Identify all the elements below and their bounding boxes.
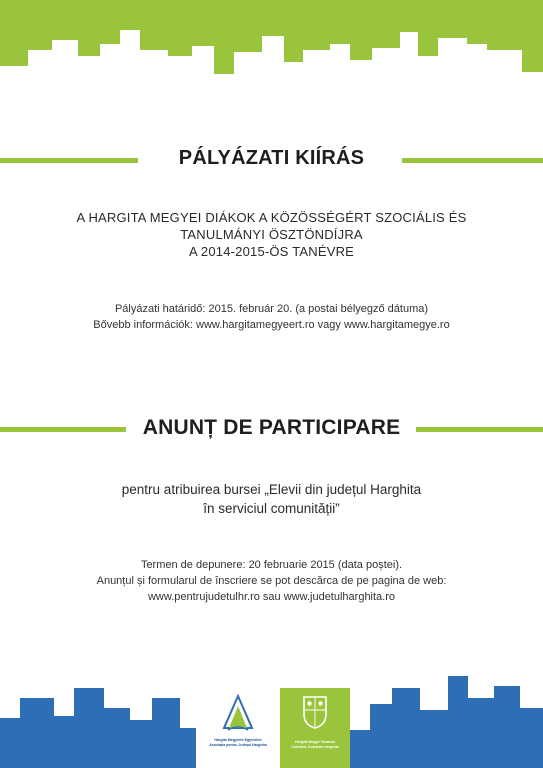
romanian-subtitle xyxy=(0,480,543,518)
association-caption-ro: Asociația pentru Județul Harghita xyxy=(209,742,267,747)
county-council-caption-ro: Consiliul Județean Harghita xyxy=(291,744,339,749)
logo-panel xyxy=(196,688,350,768)
romanian-websites: www.pentrujudetulhr.ro sau www.judetulharghita.ro xyxy=(147,591,396,603)
top-skyline-decoration xyxy=(0,0,543,80)
hungarian-subtitle-line-1: A HARGITA MEGYEI DIÁKOK A KÖZÖSSÉGÉRT SZOCIÁLIS ÉS xyxy=(76,210,467,225)
romanian-deadline: Termen de depunere: 20 februarie 2015 (data poștei). xyxy=(140,559,403,571)
association-caption xyxy=(196,738,280,747)
hungarian-info xyxy=(0,301,543,333)
county-council-caption-hu: Hargita Megye Tanácsa xyxy=(295,740,335,744)
county-council-logo xyxy=(280,688,350,768)
hungarian-subtitle-line-3: A 2014-2015-ÖS TANÉVRE xyxy=(188,244,355,259)
association-caption-hu: Hargita Megyéért Egyesület xyxy=(214,738,262,742)
hungarian-heading xyxy=(0,145,543,175)
romanian-title: ANUNȚ DE PARTICIPARE xyxy=(142,416,401,439)
romanian-download-note: Anunțul și formularul de înscriere se pot descărca de pe pagina de web: xyxy=(96,575,447,587)
romanian-heading xyxy=(0,414,543,444)
county-crest-icon xyxy=(301,694,329,730)
triangle-emblem-icon xyxy=(222,694,254,734)
romanian-subtitle-line-2: în serviciul comunității” xyxy=(203,501,340,516)
hungarian-deadline: Pályázati határidő: 2015. február 20. (a postai bélyegző dátuma) xyxy=(114,303,429,315)
hungarian-subtitle xyxy=(0,209,543,260)
hungarian-more-info: Bővebb információk: www.hargitamegyeert.ro vagy www.hargitamegye.ro xyxy=(93,319,450,331)
hungarian-title: PÁLYÁZATI KIÍRÁS xyxy=(178,147,365,169)
romanian-subtitle-line-1: pentru atribuirea bursei „Elevii din județul Harghita xyxy=(121,482,422,497)
hungarian-subtitle-line-2: TANULMÁNYI ÖSZTÖNDÍJRA xyxy=(180,227,363,242)
county-council-caption xyxy=(280,740,350,749)
association-logo xyxy=(196,688,280,768)
romanian-info xyxy=(0,557,543,605)
